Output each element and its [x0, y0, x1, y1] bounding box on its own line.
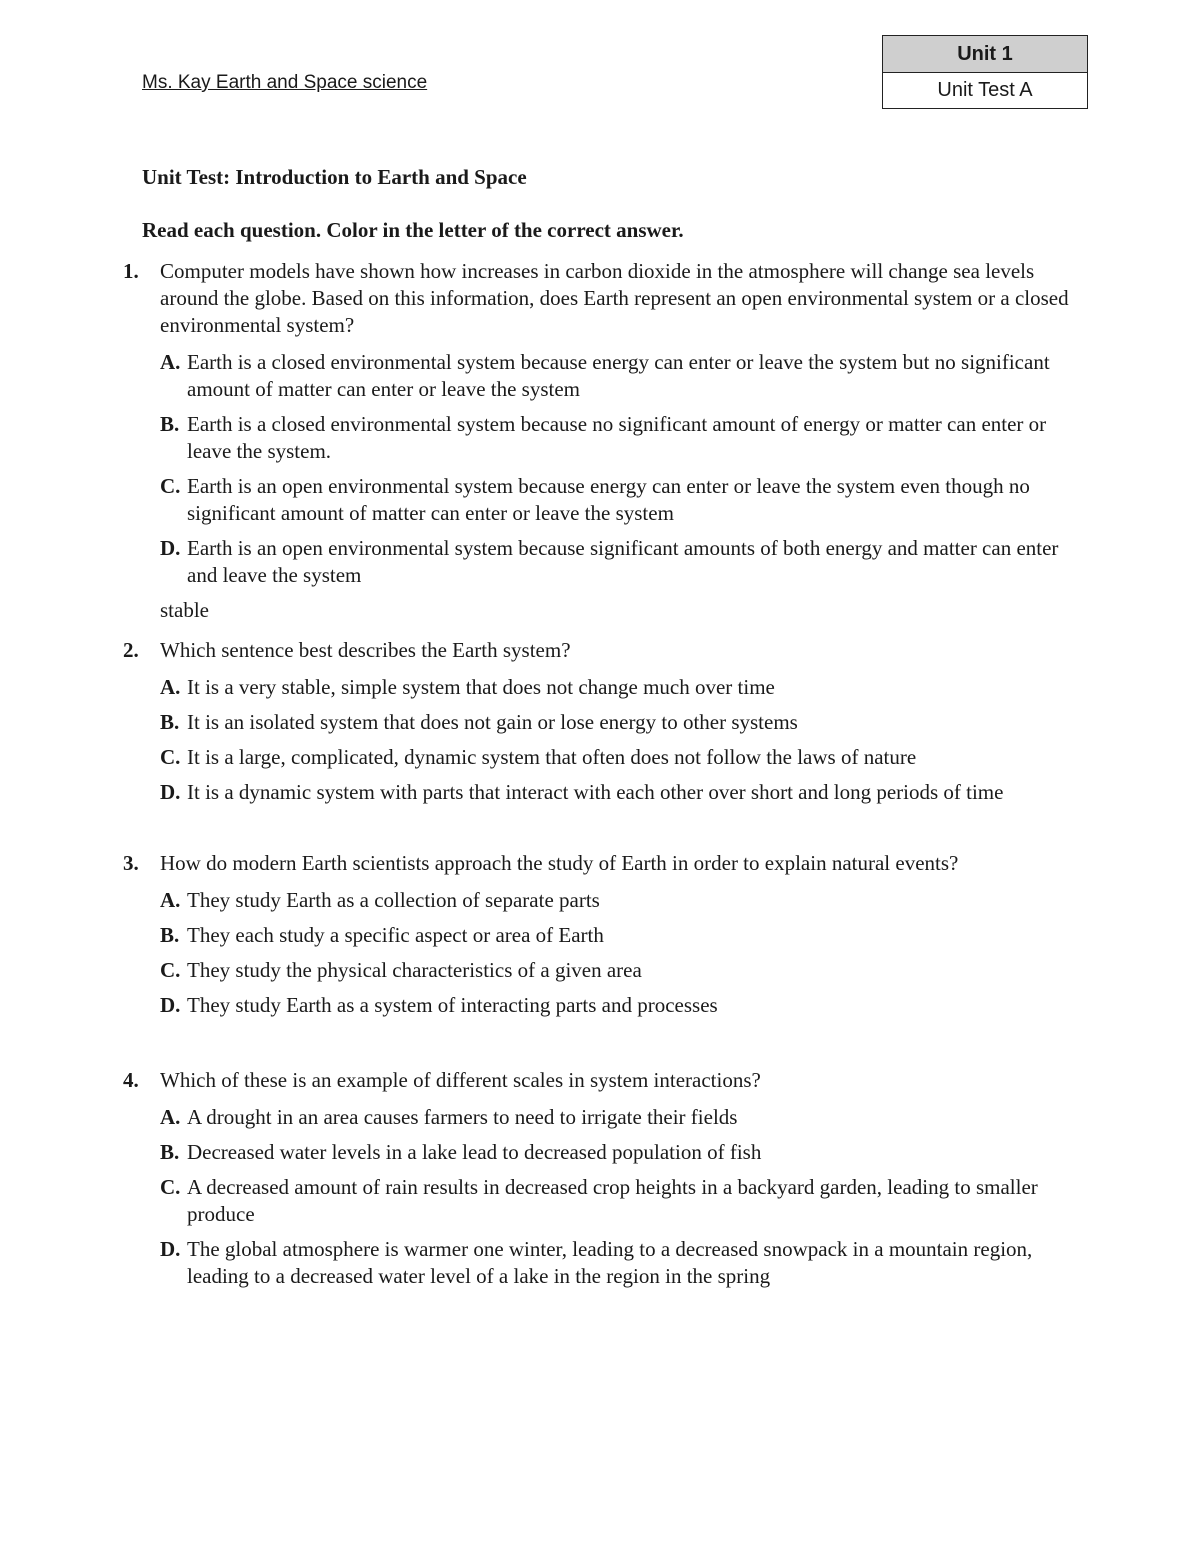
choice-3d[interactable]: [160, 992, 1082, 1019]
choice-letter[interactable]: A.: [160, 675, 181, 699]
choice-4d[interactable]: [160, 1236, 1082, 1290]
choice-letter[interactable]: D.: [160, 780, 181, 804]
choice-1b[interactable]: [160, 411, 1082, 465]
choice-text: A decreased amount of rain results in decreased crop heights in a backyard garden, leading to smaller produce: [187, 1175, 1038, 1226]
choice-letter[interactable]: B.: [160, 1140, 180, 1164]
course-name: Ms. Kay Earth and Space science: [142, 72, 428, 93]
choice-text: It is a dynamic system with parts that interact with each other over short and long periods of time: [187, 780, 1004, 804]
choice-letter[interactable]: D.: [160, 993, 181, 1017]
choice-3c[interactable]: [160, 957, 1082, 984]
choice-letter[interactable]: D.: [160, 536, 181, 560]
choice-letter[interactable]: C.: [160, 745, 181, 769]
choice-text: They study the physical characteristics of a given area: [187, 958, 642, 982]
test-instructions: Read each question. Color in the letter of the correct answer.: [142, 218, 684, 242]
choice-4b[interactable]: [160, 1139, 1082, 1166]
choice-text: They study Earth as a system of interacting parts and processes: [187, 993, 718, 1017]
choice-text: They study Earth as a collection of separate parts: [187, 888, 600, 912]
choice-letter[interactable]: B.: [160, 710, 180, 734]
question-2: [123, 637, 1082, 806]
question-number: 2.: [123, 638, 139, 662]
choice-text: Earth is a closed environmental system because energy can enter or leave the system but no significant amount of matter can enter or leave the system: [187, 350, 1050, 401]
choice-2c[interactable]: [160, 744, 1082, 771]
unit-box: [882, 35, 1088, 109]
choice-letter[interactable]: B.: [160, 412, 180, 436]
choice-1c[interactable]: [160, 473, 1082, 527]
choice-2b[interactable]: [160, 709, 1082, 736]
test-label: Unit Test A: [937, 79, 1033, 101]
stray-text: stable: [160, 598, 209, 622]
question-1: [123, 258, 1082, 624]
question-text: Which sentence best describes the Earth system?: [160, 638, 571, 662]
choice-1d[interactable]: [160, 535, 1082, 589]
question-text: How do modern Earth scientists approach the study of Earth in order to explain natural events?: [160, 851, 959, 875]
choice-letter[interactable]: C.: [160, 474, 181, 498]
choice-letter[interactable]: A.: [160, 350, 181, 374]
choice-text: A drought in an area causes farmers to need to irrigate their fields: [187, 1105, 738, 1129]
choice-text: Earth is an open environmental system because energy can enter or leave the system even though no significant amount of matter can enter or leave the system: [187, 474, 1030, 525]
unit-label: Unit 1: [883, 36, 1087, 73]
question-number: 1.: [123, 259, 139, 283]
choice-text: It is a very stable, simple system that does not change much over time: [187, 675, 775, 699]
choice-text: It is an isolated system that does not gain or lose energy to other systems: [187, 710, 798, 734]
choice-text: They each study a specific aspect or area of Earth: [187, 923, 604, 947]
test-title: Unit Test: Introduction to Earth and Space: [142, 165, 527, 189]
choice-1a[interactable]: [160, 349, 1082, 403]
question-text: Which of these is an example of different scales in system interactions?: [160, 1068, 761, 1092]
choice-4a[interactable]: [160, 1104, 1082, 1131]
choice-3b[interactable]: [160, 922, 1082, 949]
choice-text: Earth is a closed environmental system because no significant amount of energy or matter can enter or leave the system.: [187, 412, 1047, 463]
question-4: [123, 1067, 1082, 1290]
choice-text: Earth is an open environmental system because significant amounts of both energy and matter can enter and leave the system: [187, 536, 1059, 587]
choice-letter[interactable]: A.: [160, 1105, 181, 1129]
question-text: Computer models have shown how increases in carbon dioxide in the atmosphere will change sea levels around the globe. Based on this information, does Earth represent an open environmental system or a closed environmental system?: [160, 259, 1069, 337]
choice-letter[interactable]: C.: [160, 958, 181, 982]
choice-4c[interactable]: [160, 1174, 1082, 1228]
question-3: [123, 850, 1082, 1019]
question-number: 3.: [123, 851, 139, 875]
choice-text: Decreased water levels in a lake lead to decreased population of fish: [187, 1140, 762, 1164]
question-number: 4.: [123, 1068, 139, 1092]
choice-2a[interactable]: [160, 674, 1082, 701]
choice-3a[interactable]: [160, 887, 1082, 914]
choice-2d[interactable]: [160, 779, 1082, 806]
test-body: [123, 164, 1082, 1298]
choice-letter[interactable]: D.: [160, 1237, 181, 1261]
choice-letter[interactable]: C.: [160, 1175, 181, 1199]
choice-text: The global atmosphere is warmer one winter, leading to a decreased snowpack in a mountain region, leading to a decreased water level of a lake in the region in the spring: [187, 1237, 1033, 1288]
choice-text: It is a large, complicated, dynamic system that often does not follow the laws of nature: [187, 745, 917, 769]
choice-letter[interactable]: B.: [160, 923, 180, 947]
choice-letter[interactable]: A.: [160, 888, 181, 912]
